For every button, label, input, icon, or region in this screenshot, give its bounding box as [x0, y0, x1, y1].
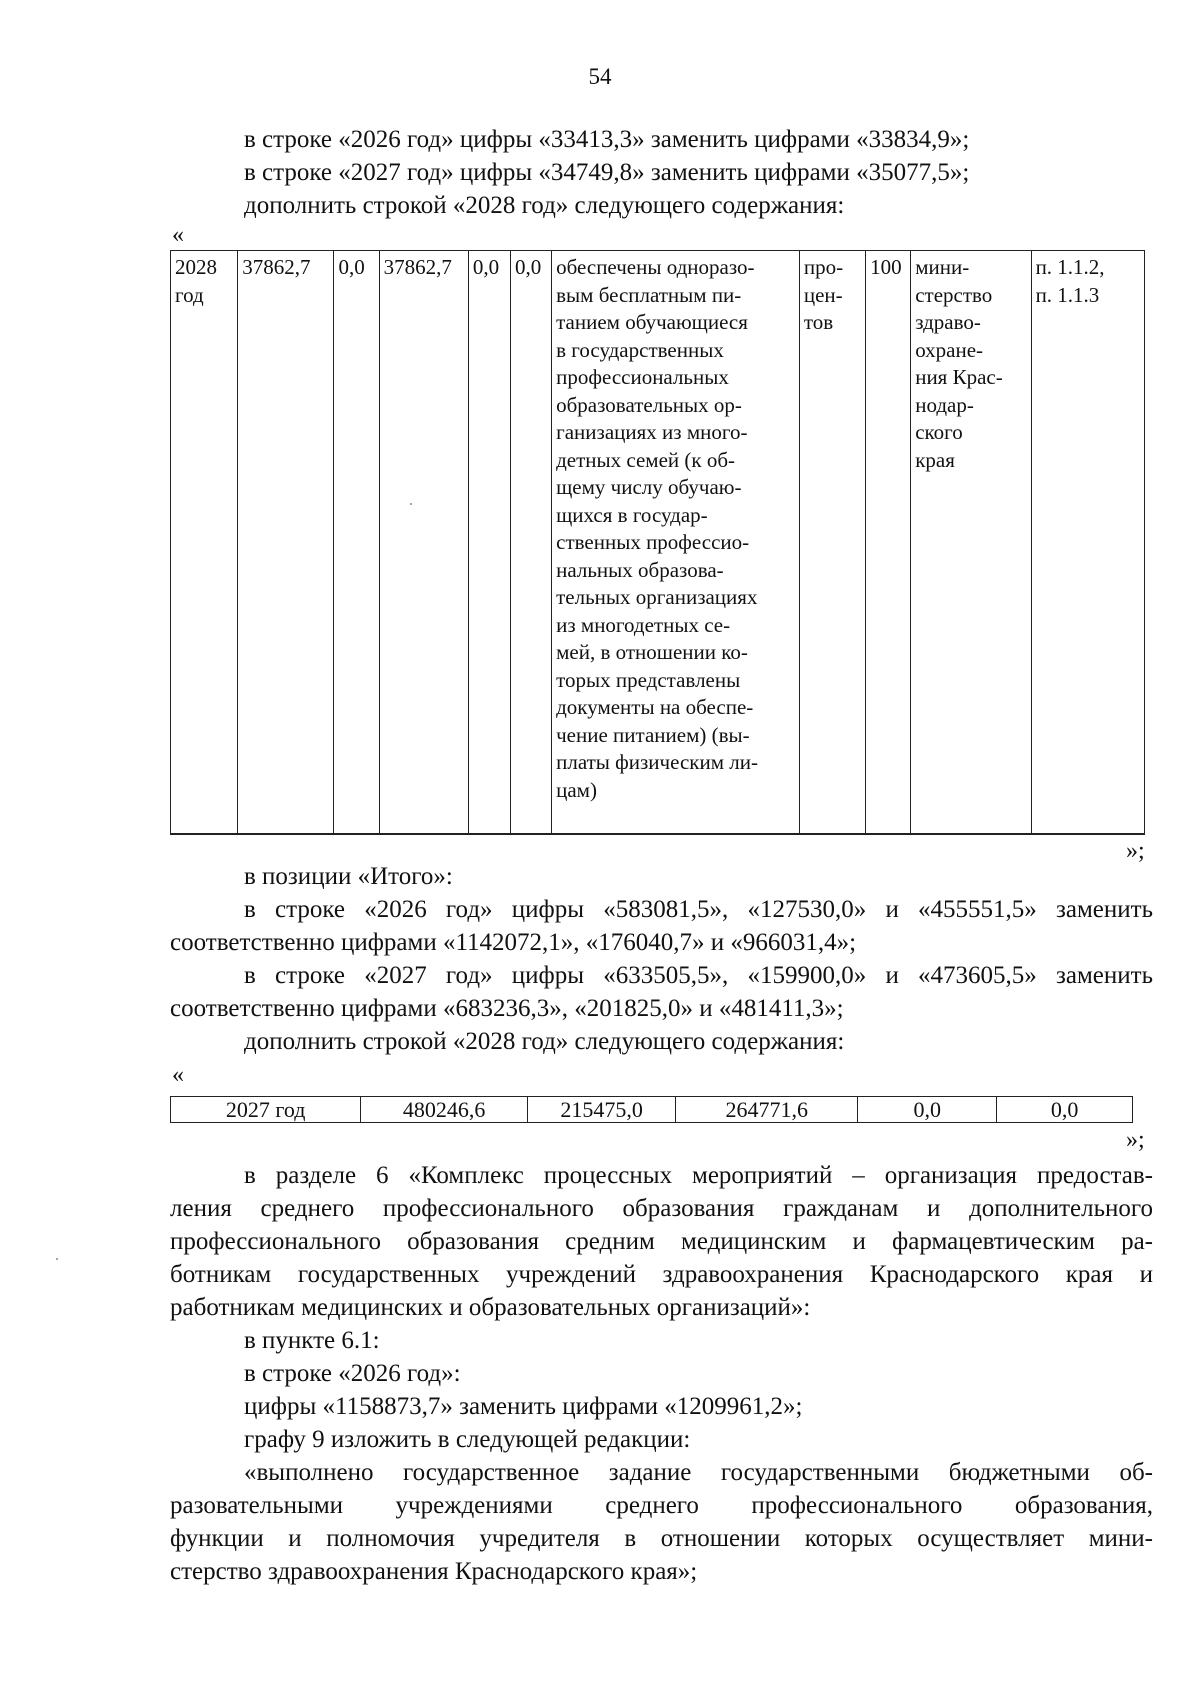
paragraph-line: работникам медицинских и образовательных организаций»: [170, 1294, 811, 1321]
paragraph-line: в строке «2027 год» цифры «34749,8» заменить цифрами «35077,5»; [244, 159, 970, 186]
paragraph-line: графу 9 изложить в следующей редакции: [244, 1426, 691, 1453]
paragraph-line: дополнить строкой «2028 год» следующего содержания: [244, 1028, 845, 1055]
totals-row-table [170, 1096, 1133, 1123]
close-quote: »; [1126, 838, 1145, 864]
local-cell: 0,0 [858, 1097, 997, 1123]
paragraph-line: в строке «2026 год» цифры «583081,5», «127530,0» и «455551,5» заменить [244, 896, 1153, 923]
reference-cell: п. 1.1.2, п. 1.1.3 [1031, 251, 1144, 835]
regional-cell: 264771,6 [676, 1097, 858, 1123]
paragraph-line: разовательными учреждениями среднего профессионального образования, [170, 1492, 1153, 1519]
local-cell: 0,0 [468, 251, 510, 835]
unit-cell: про- цен- тов [799, 251, 865, 835]
paragraph-line: соответственно цифрами «683236,3», «201825,0» и «481411,3»; [170, 995, 844, 1022]
paragraph-line: соответственно цифрами «1142072,1», «176040,7» и «966031,4»; [170, 929, 857, 956]
paragraph-line: стерство здравоохранения Краснодарского края»; [170, 1558, 698, 1585]
total-cell: 37862,7 [238, 251, 334, 835]
table-row-2028 [170, 250, 1145, 835]
paragraph-line: в пункте 6.1: [244, 1327, 380, 1354]
year-cell: 2028 год [171, 251, 238, 835]
federal-cell: 215475,0 [528, 1097, 676, 1123]
paragraph-line: ботникам государственных учреждений здравоохранения Краснодарского края и [170, 1261, 1153, 1288]
federal-cell: 0,0 [334, 251, 379, 835]
paragraph-line: «выполнено государственное задание государственными бюджетными об- [244, 1459, 1153, 1486]
page-number: 54 [588, 64, 612, 89]
close-quote: »; [1126, 1127, 1145, 1153]
paragraph-line: в позиции «Итого»: [244, 863, 453, 890]
regional-cell: 37862,7 [379, 251, 468, 835]
result-description-cell: обеспечены одноразо- вым бесплатным пи- танием обучающиеся в государственных профессиональных образовательных ор- ганизациях из много- детных семей (к об- щему числу обучаю- щихся в государ- ственных профессио- нальных образова- тельных организациях из многодетных се- мей, в отношении ко- торых представлены документы на обеспе- чение питанием) (вы- платы физическим ли- цам) [552, 251, 800, 835]
paragraph-line: в разделе 6 «Комплекс процессных мероприятий – организация предостав- [244, 1162, 1153, 1189]
paragraph-line: ления среднего профессионального образования гражданам и дополнительного [170, 1195, 1153, 1222]
paragraph-line: в строке «2027 год» цифры «633505,5», «159900,0» и «473605,5» заменить [244, 962, 1153, 989]
paragraph-line: профессионального образования средним медицинским и фармацевтическим ра- [170, 1228, 1153, 1255]
value-cell: 100 [866, 251, 911, 835]
scan-speck [410, 503, 412, 505]
year-cell: 2027 год [171, 1097, 361, 1123]
executor-cell: мини- стерство здраво- охране- ния Крас- нодар- ского края [911, 251, 1031, 835]
paragraph-line: в строке «2026 год» цифры «33413,3» заменить цифрами «33834,9»; [244, 126, 970, 153]
total-cell: 480246,6 [361, 1097, 528, 1123]
other-cell: 0,0 [511, 251, 552, 835]
open-quote: « [172, 222, 184, 248]
paragraph-line: дополнить строкой «2028 год» следующего содержания: [244, 192, 845, 219]
scan-speck [56, 1258, 58, 1260]
paragraph-line: в строке «2026 год»: [244, 1360, 461, 1387]
paragraph-line: функции и полномочия учредителя в отношении которых осуществляет мини- [170, 1525, 1153, 1552]
other-cell: 0,0 [997, 1097, 1133, 1123]
open-quote: « [172, 1062, 184, 1088]
paragraph-line: цифры «1158873,7» заменить цифрами «1209961,2»; [244, 1393, 803, 1420]
